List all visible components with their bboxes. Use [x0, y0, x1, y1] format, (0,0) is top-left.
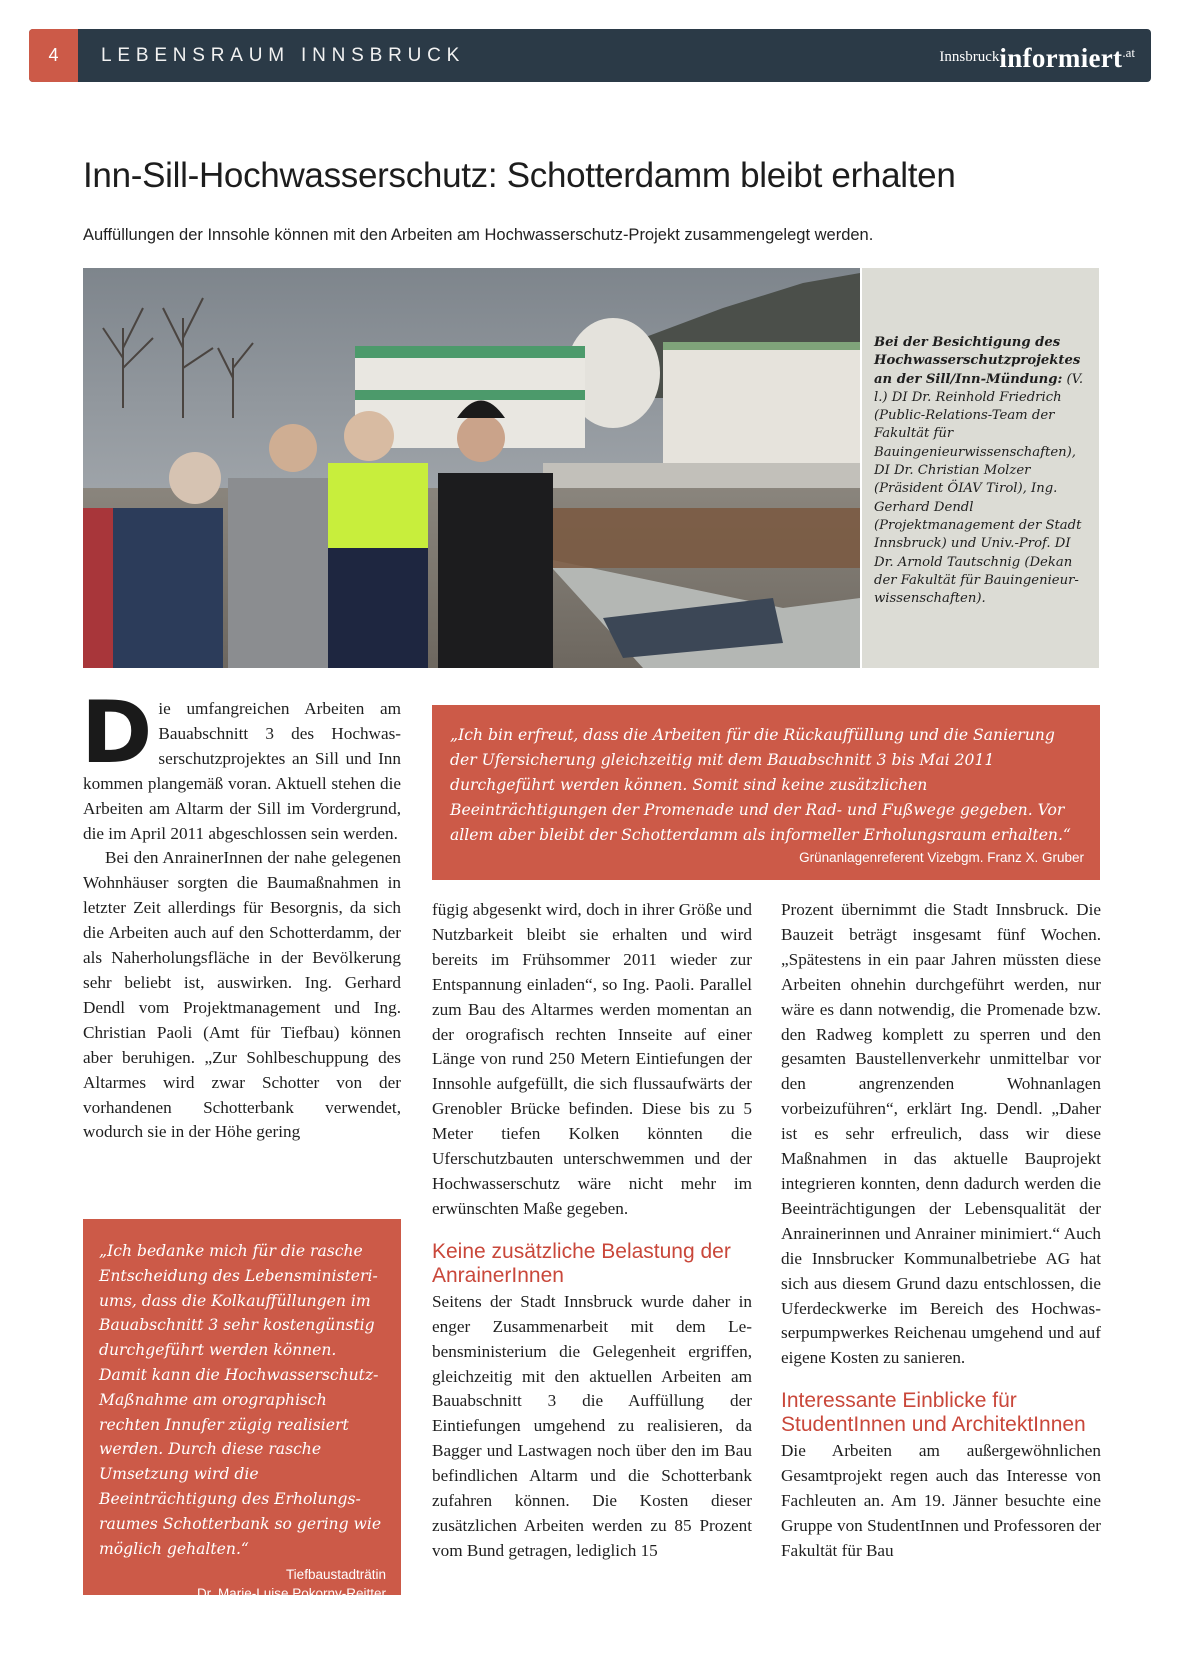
quote-text: „Ich bedanke mich für die rasche Entscheidung des Lebensministeriums, dass die Kolkauffüllungen im Bauabschnitt 3 sehr kostengünstig durchgeführt werden können. Damit kann die Hochwasserschutz-Maßnahme am orographisch rechten Innufer zügig realisiert werden. Durch diese rasche Umsetzung wird die Beeinträchtigung des Erholungsraumes Schotterbank so gering wie möglich gehalten.“	[99, 1242, 382, 1558]
brand-tld: .at	[1122, 45, 1135, 60]
paragraph	[81, 683, 401, 846]
quote-attribution-title: Tiefbaustadträtin	[285, 1567, 386, 1583]
article-column-1	[81, 683, 401, 1145]
quote-text: „Ich bin erfreut, dass die Arbeiten für die Rückauffüllung und die Sanierung der Ufersicherung gleichzeitig mit dem Bauabschnitt 3 bis Mai 2011 durchgeführt werden können. Somit sind keine zusätzlichen Beeinträchtigungen der Promenade und der Rad- und Fußwege gegeben. Vor allem aber bleibt der Schotterdamm als informeller Erholungsraum erhalten.“	[450, 726, 1071, 844]
paragraph: Bei den AnrainerInnen der nahe gelegenen Wohnhäuser sorgten die Baumaßnahmen in letzter Zeit allerdings für Besorgnis, da sich die Arbeiten auch auf den Schotterdamm, der als Naherholungsfläche in der Bevölkerung sehr beliebt ist, auswirken. Ing. Gerhard Dendl vom Projektmanagement und Ing. Christian Paoli (Amt für Tiefbau) können aber beruhigen. „Zur Sohlbeschuppung des Altarmes wird zwar Schotter von der vorhandenen Schotterbank verwendet, wodurch sie in der Höhe gering	[83, 848, 401, 1142]
page-header	[29, 29, 1151, 82]
pull-quote-pokorny-reitter	[83, 1219, 401, 1602]
paragraph-text: ie umfangreichen Arbeiten am Bauabschnitt 3 des Hochwasserschutzprojektes an Sill und Inn kommen plangemäß voran. Aktuell stehen die Arbeiten am Altarm der Sill im Vordergrund, die im April 2011 abgeschlossen sein werden.	[83, 699, 401, 843]
quote-attribution-name: Dr. Marie-Luise Pokorny-Reitter	[196, 1586, 386, 1602]
subheading: Interessante Einblicke für StudentInnen und ArchitektInnen	[781, 1389, 1086, 1437]
photo-illustration	[83, 268, 860, 668]
caption-text: (V. l.) DI Dr. Reinhold Friedrich (Public-Relations-Team der Fakultät für Bauingenieurwissenschaften), DI Dr. Christian Molzer (Präsident ÖIAV Tirol), Ing. Gerhard Dendl (Projektmanagement der Stadt Innsbruck) und Univ.-Prof. DI Dr. Arnold Tautschnig (Dekan der Fakultät für Bauingenieurwissenschaften).	[874, 371, 1084, 607]
article-column-2	[432, 898, 752, 1564]
article-subline: Auffüllungen der Innsohle können mit den Arbeiten am Hochwasserschutz-Projekt zusammengelegt werden.	[83, 226, 874, 244]
page-number: 4	[29, 29, 78, 82]
article-headline: Inn-Sill-Hochwasserschutz: Schotterdamm bleibt erhalten	[83, 156, 956, 195]
factory-building	[663, 346, 860, 466]
sheet-piles	[543, 508, 860, 568]
brand-main: informiert	[999, 43, 1123, 73]
pull-quote-gruber	[432, 705, 1100, 880]
subheading: Keine zusätzliche Belastung der AnrainerInnen	[432, 1239, 731, 1287]
quote-attribution: Grünanlagenreferent Vizebgm. Franz X. Gruber	[799, 850, 1084, 865]
paragraph: fügig abgesenkt wird, doch in ihrer Größe und Nutzbarkeit bleibt sie erhalten und wird bereits im Frühsommer 2011 wieder zur Entspannung einladen“, so Ing. Paoli. Parallel zum Bau des Altarmes werden momentan an der orografisch rechten Innseite auf einer Länge von rund 250 Metern Eintiefungen der Innsohle aufgefüllt, die sich flussaufwärts der Grenobler Brücke befinden. Diese bis zu 5 Meter tiefen Kolken könnten die Uferschutzbauten unterschwemmen und der Hochwasserschutz wäre nicht mehr im erwünschten Maße gegeben.	[432, 900, 752, 1218]
photo-caption	[862, 268, 1099, 668]
article-column-3	[781, 898, 1101, 1564]
paragraph: Prozent übernimmt die Stadt Innsbruck. Die Bauzeit beträgt insgesamt fünf Wochen. „Spätestens in ein paar Jahren müssten diese Arbeiten ohnehin durchgeführt werden, nur wäre es dann notwendig, die Promenade bzw. den Radweg komplett zu sperren und den gesamten Baustellenverkehr unmittelbar vor den angrenzenden Wohnanlagen vorbeizuführen“, erklärt Ing. Dendl. „Daher ist es sehr erfreulich, dass wir diese Maßnahmen in das aktuelle Bauprojekt integrieren konnten, denn dadurch werden die Beeinträchtigungen der Lebensqualität der Anrainerinnen und Anrainer minimiert.“ Auch die Innsbrucker Kommunalbetriebe AG hat sich aus diesem Grund dazu entschlossen, die Uferdeckwerke im Bereich des Hochwasserpumpwerkes Reichenau umgehend und auf eigene Kosten zu sanieren.	[781, 900, 1101, 1368]
brand-logo	[939, 43, 1135, 74]
section-title: LEBENSRAUM INNSBRUCK	[101, 45, 466, 66]
brand-prefix: Innsbruck	[939, 49, 1000, 65]
paragraph: Seitens der Stadt Innsbruck wurde daher in enger Zusammenarbeit mit dem Lebensministerium die Gelegenheit ergriffen, gleichzeitig mit den aktuellen Arbeiten am Bauabschnitt 3 die Auffüllung der Eintiefungen umgehend zu realisieren, da Bagger und Lastwagen noch über den im Bau befindlichen Altarm und die Schotterbank zufahren können. Die Kosten dieser zusätzlichen Arbeiten werden zu 85 Prozent vom Bund getragen, lediglich 15	[432, 1291, 752, 1560]
paragraph: Die Arbeiten am außergewöhnlichen Gesamtprojekt regen auch das Interesse von Fachleuten an. Am 19. Jänner besuchte eine Gruppe von StudentInnen und Professoren der Fakultät für Bau	[781, 1441, 1101, 1560]
drop-cap: D	[81, 683, 153, 783]
article-photo	[83, 268, 860, 668]
caption-lead: Bei der Besichtigung des Hochwasserschutzprojektes an der Sill/Inn-Mündung:	[874, 335, 1081, 387]
